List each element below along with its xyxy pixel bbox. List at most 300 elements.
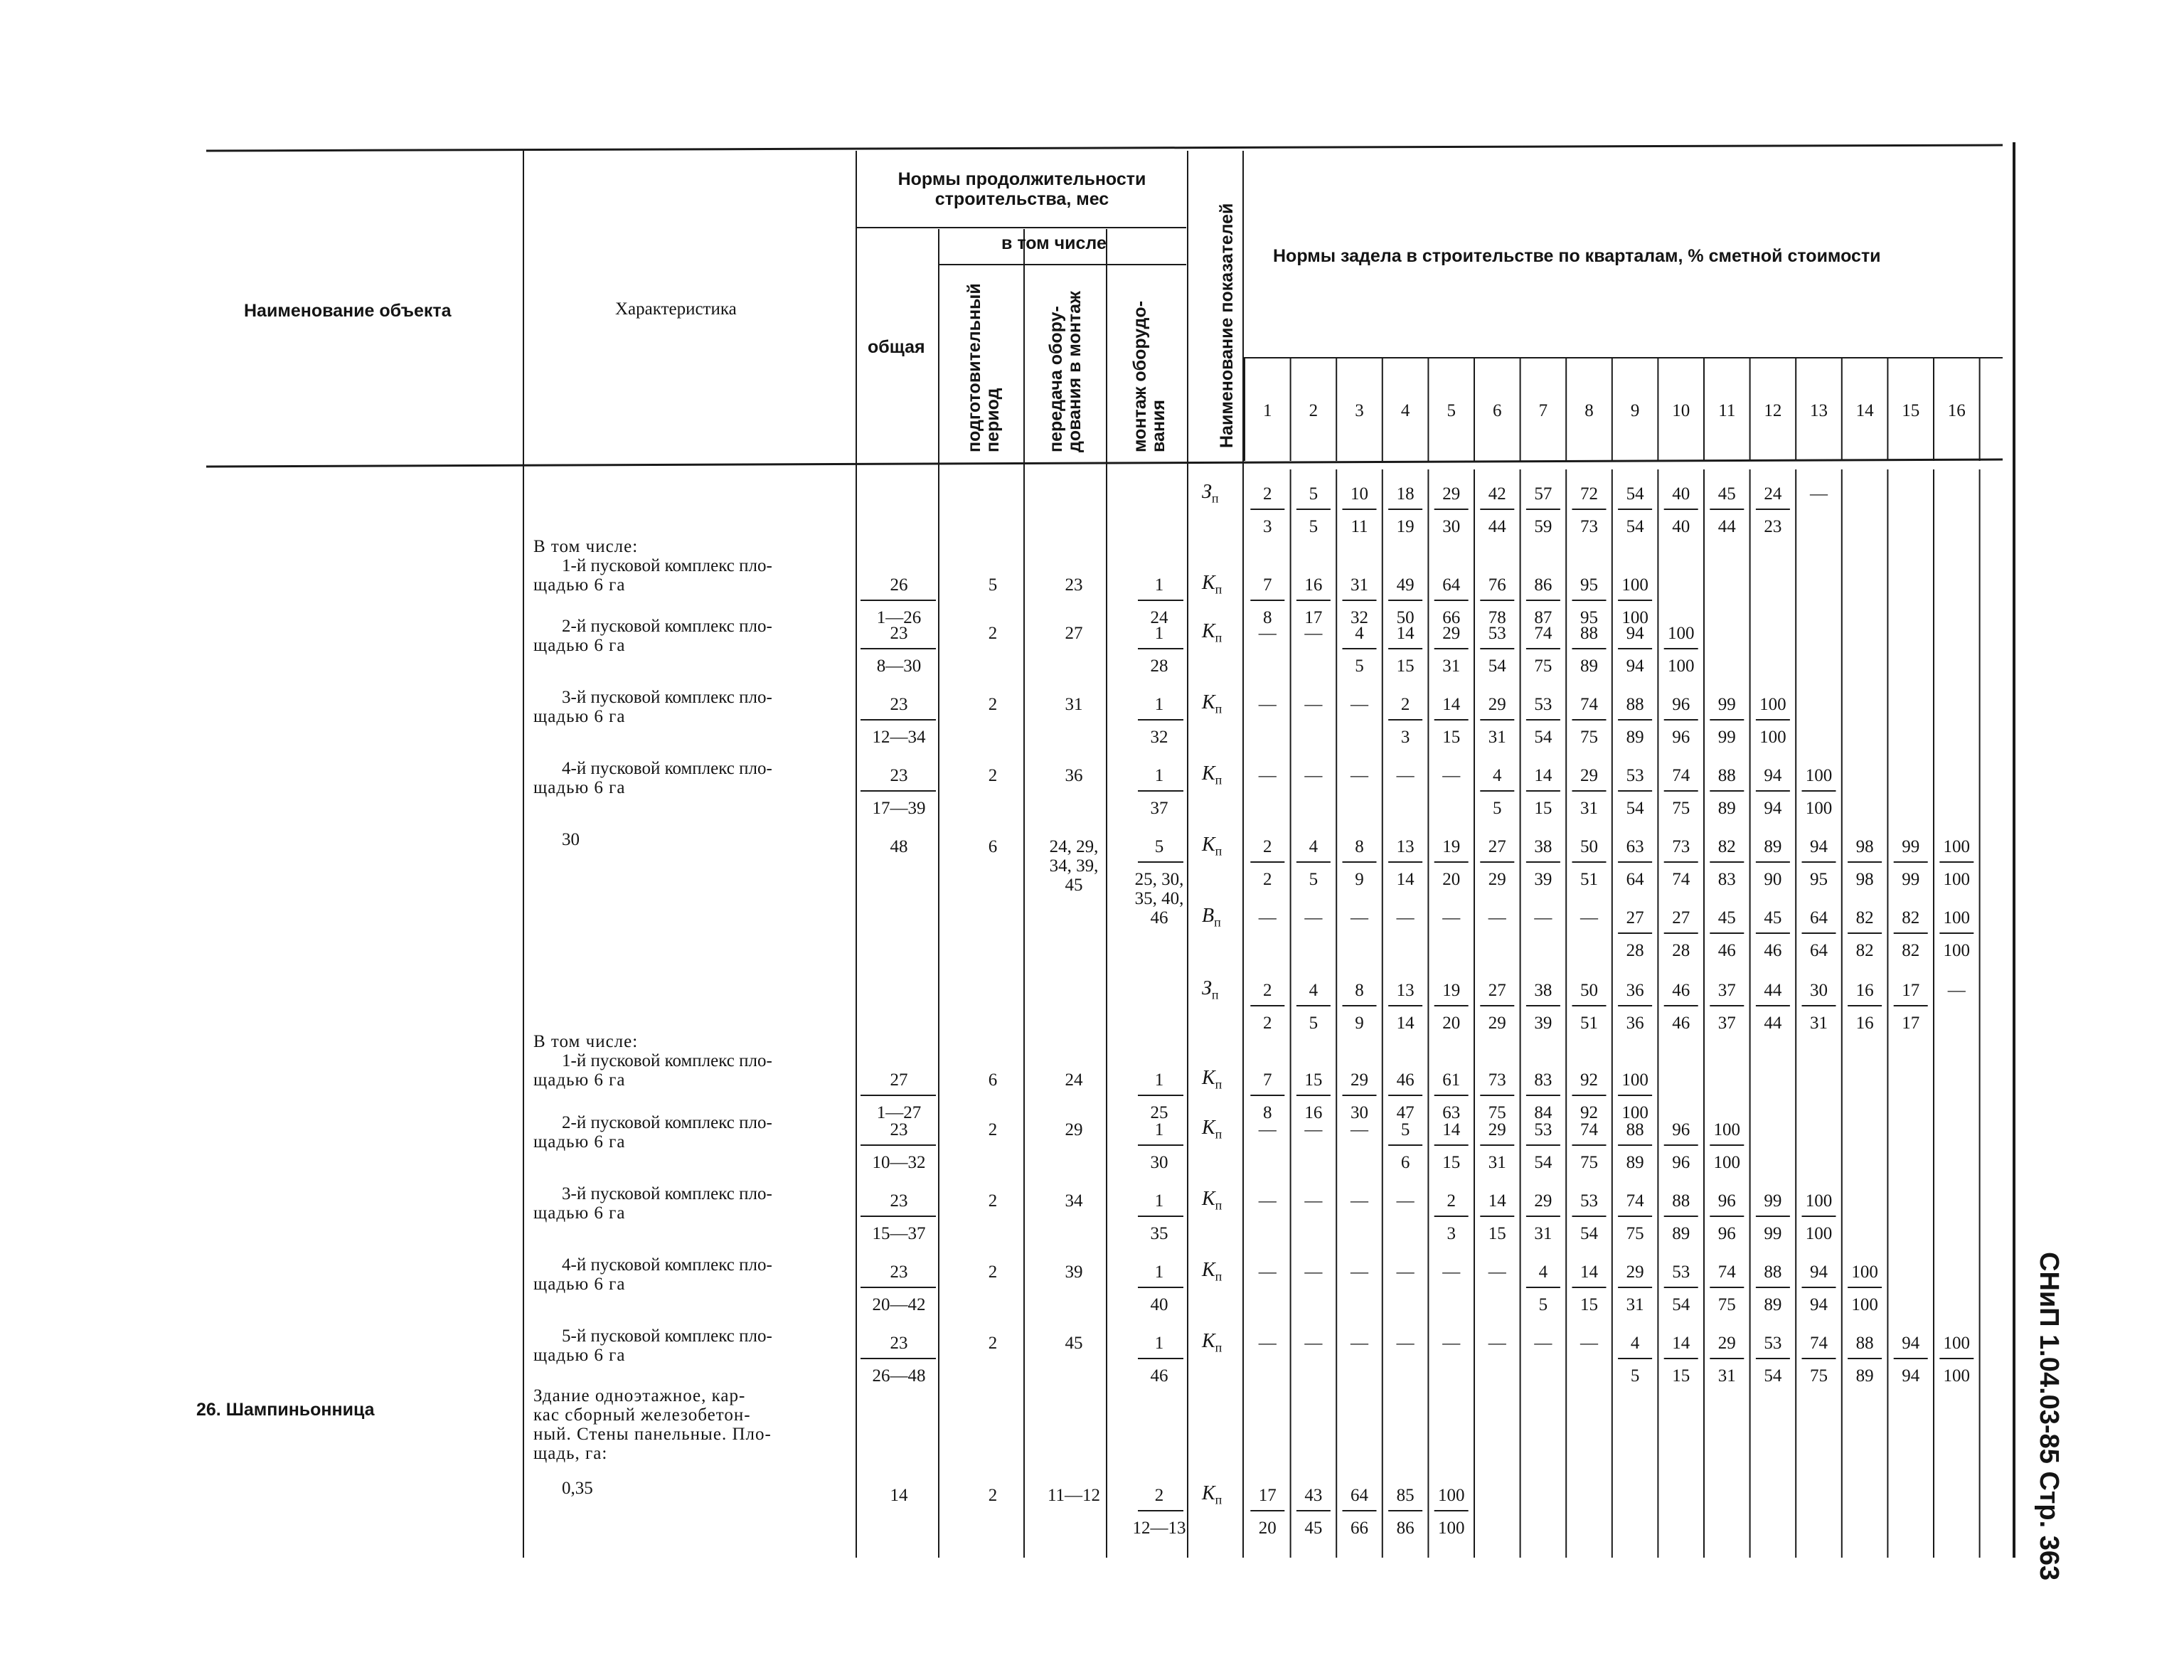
quarter-value-accumulated: 5: [1309, 870, 1319, 889]
total-range: 8—30: [876, 656, 922, 676]
quarter-value-accumulated: 20: [1442, 1014, 1461, 1033]
quarter-value: 14: [1442, 1120, 1461, 1139]
quarter-value-accumulated: 17: [1304, 608, 1323, 627]
quarter-value: 29: [1534, 1191, 1552, 1211]
quarter-value-accumulated: 39: [1534, 870, 1552, 889]
quarter-value: 31: [1351, 575, 1368, 595]
quarter-header-5: 5: [1447, 401, 1456, 420]
quarter-value-accumulated: 31: [1534, 1224, 1552, 1243]
quarter-value: —: [1304, 695, 1323, 714]
quarter-value: —: [1304, 1191, 1323, 1211]
mount-value: 1: [1154, 1191, 1164, 1211]
characteristic-line: 2-й пусковой комплекс пло-: [562, 617, 772, 636]
quarter-value: 29: [1626, 1262, 1644, 1282]
header-transfer-text: передача обору-дования в монтаж: [1046, 291, 1085, 452]
quarter-value-accumulated: 89: [1626, 728, 1644, 747]
indicator-label: $К_п$: [1202, 1067, 1222, 1092]
quarter-value-accumulated: 96: [1672, 728, 1690, 747]
quarter-value-accumulated: 40: [1672, 517, 1690, 536]
quarter-value: 10: [1351, 484, 1368, 504]
quarter-value: —: [1534, 908, 1552, 927]
quarter-value: —: [1304, 1120, 1323, 1139]
quarter-value: 99: [1902, 837, 1920, 856]
characteristic-line: 4-й пусковой комплекс пло-: [562, 759, 772, 778]
total-range: 26—48: [872, 1366, 926, 1386]
header-prep: [965, 267, 1003, 452]
quarter-value-accumulated: 19: [1396, 517, 1415, 536]
quarter-value-accumulated: 100: [1759, 728, 1786, 747]
quarter-value: 88: [1626, 695, 1644, 714]
quarter-value: —: [1304, 766, 1323, 785]
quarter-value-accumulated: 32: [1351, 608, 1368, 627]
quarter-value-accumulated: 3: [1447, 1224, 1456, 1243]
quarter-value-accumulated: 31: [1580, 799, 1598, 818]
quarter-value-accumulated: 75: [1626, 1224, 1644, 1243]
quarter-value: 27: [1626, 908, 1644, 927]
quarter-value: 27: [1672, 908, 1690, 927]
quarter-value: 100: [1437, 1486, 1465, 1505]
quarter-value: 50: [1580, 981, 1598, 1000]
quarter-value: 13: [1396, 981, 1415, 1000]
quarter-value: 61: [1442, 1070, 1461, 1090]
quarter-value-accumulated: 89: [1626, 1153, 1644, 1172]
characteristic-line: 2-й пусковой комплекс пло-: [562, 1113, 772, 1132]
quarter-value: 19: [1442, 837, 1461, 856]
quarter-value: 43: [1304, 1486, 1323, 1505]
quarter-value: 46: [1672, 981, 1690, 1000]
quarter-value: 53: [1672, 1262, 1690, 1282]
quarter-value: 45: [1717, 484, 1736, 504]
quarter-value: 46: [1396, 1070, 1415, 1090]
transfer-value: 27: [1065, 624, 1083, 643]
transfer-value: 45: [1065, 1334, 1083, 1353]
quarter-value: —: [1488, 1334, 1506, 1353]
quarter-value: 82: [1717, 837, 1736, 856]
header-prep-text: подготовительный период: [964, 283, 1003, 452]
quarter-value-accumulated: 8: [1263, 608, 1272, 627]
prep-period: 2: [988, 1334, 998, 1353]
quarter-value: —: [1258, 695, 1277, 714]
mount-range: 25: [1150, 1103, 1168, 1122]
indicator-label: $К_п$: [1202, 1188, 1222, 1213]
quarter-header-4: 4: [1400, 401, 1410, 420]
quarter-value-accumulated: 66: [1442, 608, 1461, 627]
total-range: 15—37: [872, 1224, 926, 1243]
mount-value: 2: [1154, 1486, 1164, 1505]
mount-range: 24: [1150, 608, 1168, 627]
quarter-value: —: [1304, 1334, 1323, 1353]
characteristic-line: щадью 6 га: [533, 1203, 626, 1223]
transfer-value: 24: [1065, 1070, 1083, 1090]
quarter-value: 29: [1488, 695, 1506, 714]
quarter-value-accumulated: 75: [1810, 1366, 1828, 1386]
quarter-value: 42: [1488, 484, 1506, 504]
quarter-value-accumulated: 54: [1488, 656, 1506, 676]
total-duration: 23: [890, 1120, 908, 1139]
indicator-label: $К_п$: [1202, 834, 1222, 858]
quarter-header-14: 14: [1855, 401, 1874, 420]
total-duration: 14: [890, 1486, 908, 1505]
quarter-value: 7: [1263, 1070, 1272, 1090]
quarter-value-accumulated: 5: [1355, 656, 1364, 676]
quarter-value-accumulated: 46: [1717, 941, 1736, 960]
total-duration: 23: [890, 624, 908, 643]
quarter-value: 73: [1672, 837, 1690, 856]
total-range: 12—34: [872, 728, 926, 747]
quarter-value-accumulated: 54: [1534, 1153, 1552, 1172]
quarter-value: 13: [1396, 837, 1415, 856]
quarter-value: 40: [1672, 484, 1690, 504]
characteristic-line: щадью 6 га: [533, 707, 626, 726]
prep-period: 2: [988, 766, 998, 785]
quarter-value-accumulated: 51: [1580, 1014, 1598, 1033]
quarter-value: —: [1258, 1262, 1277, 1282]
quarter-value: —: [1258, 1120, 1277, 1139]
prep-period: 2: [988, 1191, 998, 1211]
top-rule: [206, 145, 2003, 151]
characteristic-line: 4-й пусковой комплекс пло-: [562, 1255, 772, 1275]
total-range: 1—26: [876, 608, 922, 627]
quarter-value: —: [1396, 766, 1415, 785]
quarter-value: 74: [1534, 624, 1552, 643]
quarter-value-accumulated: 15: [1488, 1224, 1506, 1243]
quarter-value: 99: [1764, 1191, 1782, 1211]
quarter-value: 5: [1400, 1120, 1410, 1139]
quarter-value: 14: [1396, 624, 1415, 643]
mount-value: 1: [1154, 1070, 1164, 1090]
mount-value: 1: [1154, 695, 1164, 714]
quarter-value: 38: [1534, 837, 1552, 856]
quarter-value: 73: [1488, 1070, 1506, 1090]
quarter-value-accumulated: 31: [1488, 728, 1506, 747]
quarter-value-accumulated: 31: [1717, 1366, 1736, 1386]
quarter-value: 88: [1580, 624, 1598, 643]
quarter-value-accumulated: 82: [1855, 941, 1874, 960]
quarter-value-accumulated: 15: [1534, 799, 1552, 818]
total-duration: 26: [890, 575, 908, 595]
quarter-value-accumulated: 31: [1488, 1153, 1506, 1172]
quarter-value-accumulated: 89: [1580, 656, 1598, 676]
quarter-value: 53: [1764, 1334, 1782, 1353]
prep-period: 2: [988, 1262, 998, 1282]
quarter-value: 38: [1534, 981, 1552, 1000]
quarter-value: —: [1442, 1262, 1461, 1282]
quarter-value: 44: [1764, 981, 1782, 1000]
quarter-value: 74: [1672, 766, 1690, 785]
quarter-value: 15: [1304, 1070, 1323, 1090]
quarter-value-accumulated: 75: [1580, 1153, 1598, 1172]
characteristic-line: щадью 6 га: [533, 1132, 626, 1152]
quarter-value-accumulated: 15: [1396, 656, 1415, 676]
indicator-label: $К_п$: [1202, 1330, 1222, 1355]
quarter-value-accumulated: 100: [1805, 1224, 1833, 1243]
quarter-value: 74: [1626, 1191, 1644, 1211]
quarter-value-accumulated: 14: [1396, 1014, 1415, 1033]
object-name: 26. Шампиньонница: [196, 1400, 375, 1420]
quarter-value-accumulated: 94: [1764, 799, 1782, 818]
quarter-value: —: [1351, 695, 1368, 714]
transfer-value: 23: [1065, 575, 1083, 595]
quarter-value: 16: [1855, 981, 1874, 1000]
indicator-label: $К_п$: [1202, 572, 1222, 597]
quarter-value: 2: [1400, 695, 1410, 714]
characteristic-line: 1-й пусковой комплекс пло-: [562, 1051, 772, 1070]
quarter-value-accumulated: 66: [1351, 1519, 1368, 1538]
quarter-value: 74: [1580, 1120, 1598, 1139]
header-mount: [1131, 260, 1168, 452]
quarter-value: 2: [1263, 484, 1272, 504]
quarter-value-accumulated: 89: [1764, 1295, 1782, 1314]
quarter-value: —: [1304, 1262, 1323, 1282]
characteristic-line: щадью 6 га: [533, 636, 626, 655]
quarter-value: 4: [1493, 766, 1502, 785]
total-duration: 23: [890, 695, 908, 714]
quarter-value: 88: [1672, 1191, 1690, 1211]
quarter-value-accumulated: 98: [1855, 870, 1874, 889]
quarter-value-accumulated: 54: [1580, 1224, 1598, 1243]
quarter-value: 94: [1764, 766, 1782, 785]
quarter-value: —: [1810, 484, 1828, 504]
quarter-value-accumulated: 20: [1442, 870, 1461, 889]
quarter-value: 100: [1621, 575, 1648, 595]
quarter-value-accumulated: 75: [1534, 656, 1552, 676]
indicator-label: $К_п$: [1202, 1259, 1222, 1284]
quarter-value: 14: [1672, 1334, 1690, 1353]
indicator-label: $К_п$: [1202, 762, 1222, 787]
quarter-value: 94: [1626, 624, 1644, 643]
total-range: 20—42: [872, 1295, 926, 1314]
quarter-value: 96: [1717, 1191, 1736, 1211]
quarter-value-accumulated: 3: [1263, 517, 1272, 536]
quarter-value-accumulated: 96: [1672, 1153, 1690, 1172]
header-bottom-rule: [206, 459, 2003, 467]
quarter-value-accumulated: 50: [1396, 608, 1415, 627]
quarter-value-accumulated: 100: [1943, 941, 1971, 960]
quarter-value: —: [1442, 908, 1461, 927]
quarter-value: 4: [1538, 1262, 1548, 1282]
quarter-value-accumulated: 100: [1621, 1103, 1648, 1122]
quarter-value: 88: [1855, 1334, 1874, 1353]
quarter-value: 27: [1488, 981, 1506, 1000]
quarter-value-accumulated: 95: [1580, 608, 1598, 627]
quarter-value: 94: [1902, 1334, 1920, 1353]
quarter-value: —: [1304, 908, 1323, 927]
quarter-value-accumulated: 17: [1902, 1014, 1920, 1033]
total-range: 10—32: [872, 1153, 926, 1172]
indicator-label: $В_п$: [1202, 905, 1221, 930]
quarter-value-accumulated: 99: [1764, 1224, 1782, 1243]
characteristic-line: 5-й пусковой комплекс пло-: [562, 1327, 772, 1346]
quarter-value-accumulated: 36: [1626, 1014, 1644, 1033]
quarter-value-accumulated: 28: [1626, 941, 1644, 960]
quarter-value: 88: [1626, 1120, 1644, 1139]
mount-value: 5: [1154, 837, 1164, 856]
header-total: общая: [868, 337, 925, 357]
quarter-value: 8: [1355, 981, 1364, 1000]
prep-period: 6: [988, 1070, 998, 1090]
quarter-header-9: 9: [1630, 401, 1640, 420]
quarter-value: 36: [1626, 981, 1644, 1000]
quarter-value: —: [1580, 1334, 1598, 1353]
quarter-value-accumulated: 94: [1626, 656, 1644, 676]
quarter-value: 88: [1717, 766, 1736, 785]
quarter-header-12: 12: [1764, 401, 1782, 420]
page-side-label: СНиП 1.04.03-85 Стр. 363: [2034, 1252, 2064, 1581]
quarter-value: 100: [1851, 1262, 1878, 1282]
quarter-value: —: [1258, 1334, 1277, 1353]
quarter-value: 95: [1580, 575, 1598, 595]
quarter-value-accumulated: 44: [1717, 517, 1736, 536]
indicator-label: $К_п$: [1202, 1117, 1222, 1142]
quarter-value-accumulated: 87: [1534, 608, 1552, 627]
quarter-value-accumulated: 3: [1400, 728, 1410, 747]
quarter-value: 45: [1764, 908, 1782, 927]
quarter-value: 98: [1855, 837, 1874, 856]
quarter-value-accumulated: 20: [1258, 1519, 1277, 1538]
quarter-value-accumulated: 63: [1442, 1103, 1461, 1122]
quarter-value: 82: [1855, 908, 1874, 927]
quarter-value-accumulated: 44: [1764, 1014, 1782, 1033]
quarter-value: 85: [1396, 1486, 1415, 1505]
quarter-value: 63: [1626, 837, 1644, 856]
quarter-value-accumulated: 89: [1855, 1366, 1874, 1386]
quarter-value: —: [1396, 908, 1415, 927]
quarter-value-accumulated: 5: [1538, 1295, 1548, 1314]
quarter-value-accumulated: 75: [1672, 799, 1690, 818]
quarter-value-accumulated: 83: [1717, 870, 1736, 889]
characteristic-line: щадью 6 га: [533, 1070, 626, 1090]
header-duration-group-text: Нормы продолжительности строительства, мес: [897, 169, 1146, 209]
quarter-value-accumulated: 54: [1534, 728, 1552, 747]
quarter-value-accumulated: 51: [1580, 870, 1598, 889]
quarter-value-accumulated: 45: [1304, 1519, 1323, 1538]
quarter-value-accumulated: 6: [1400, 1153, 1410, 1172]
quarter-value: 53: [1534, 1120, 1552, 1139]
mount-value: 1: [1154, 624, 1164, 643]
quarter-value-accumulated: 100: [1621, 608, 1648, 627]
characteristic-line: щадью 6 га: [533, 778, 626, 797]
mount-range: 25, 30,: [1134, 870, 1184, 889]
quarter-value: —: [1947, 981, 1966, 1000]
quarter-value-accumulated: 15: [1580, 1295, 1598, 1314]
quarter-value-accumulated: 86: [1396, 1519, 1415, 1538]
quarter-value: 29: [1580, 766, 1598, 785]
characteristic-line: Здание одноэтажное, кар-: [533, 1386, 746, 1405]
quarter-value-accumulated: 5: [1309, 517, 1319, 536]
quarter-value-accumulated: 100: [1667, 656, 1695, 676]
total-range: 17—39: [872, 799, 926, 818]
characteristic-line: В том числе:: [533, 1032, 639, 1051]
quarter-value-accumulated: 31: [1810, 1014, 1828, 1033]
quarter-value-accumulated: 30: [1351, 1103, 1368, 1122]
quarter-value-accumulated: 54: [1672, 1295, 1690, 1314]
quarter-value: 14: [1442, 695, 1461, 714]
mount-range: 46: [1150, 908, 1168, 927]
quarter-value-accumulated: 9: [1355, 870, 1364, 889]
header-duration-group: [862, 169, 1182, 209]
prep-period: 2: [988, 695, 998, 714]
quarter-value: 14: [1488, 1191, 1506, 1211]
quarter-header-10: 10: [1672, 401, 1690, 420]
mount-value: 1: [1154, 575, 1164, 595]
mount-value: 1: [1154, 1120, 1164, 1139]
quarter-value: 83: [1534, 1070, 1552, 1090]
quarter-value-accumulated: 73: [1580, 517, 1598, 536]
quarter-value-accumulated: 29: [1488, 870, 1506, 889]
prep-period: 6: [988, 837, 998, 856]
quarter-value-accumulated: 100: [1851, 1295, 1878, 1314]
characteristic-line: кас сборный железобетон-: [533, 1405, 751, 1425]
quarter-value: 74: [1810, 1334, 1828, 1353]
characteristic-line: 0,35: [562, 1479, 593, 1498]
quarter-value-accumulated: 94: [1902, 1366, 1920, 1386]
characteristic-line: 1-й пусковой комплекс пло-: [562, 556, 772, 575]
quarter-value-accumulated: 5: [1309, 1014, 1319, 1033]
quarter-value-accumulated: 54: [1626, 517, 1644, 536]
total-duration: 27: [890, 1070, 908, 1090]
quarter-value-accumulated: 100: [1943, 1366, 1971, 1386]
mount-range: 40: [1150, 1295, 1168, 1314]
characteristic-line: щадью 6 га: [533, 1346, 626, 1365]
mount-range: 30: [1150, 1153, 1168, 1172]
quarter-value: 74: [1580, 695, 1598, 714]
quarter-value: 4: [1355, 624, 1364, 643]
quarter-value-accumulated: 14: [1396, 870, 1415, 889]
quarter-value-accumulated: 16: [1304, 1103, 1323, 1122]
quarter-value-accumulated: 74: [1672, 870, 1690, 889]
quarter-value-accumulated: 92: [1580, 1103, 1598, 1122]
quarter-value-accumulated: 100: [1943, 870, 1971, 889]
quarter-value: 2: [1447, 1191, 1456, 1211]
quarter-value: 2: [1263, 981, 1272, 1000]
characteristic-line: 3-й пусковой комплекс пло-: [562, 1184, 772, 1203]
quarter-value-accumulated: 29: [1488, 1014, 1506, 1033]
characteristic-line: ный. Стены панельные. Пло-: [533, 1425, 772, 1444]
quarter-value: —: [1258, 766, 1277, 785]
total-duration: 23: [890, 1334, 908, 1353]
quarter-value-accumulated: 28: [1672, 941, 1690, 960]
quarter-value: —: [1396, 1191, 1415, 1211]
quarter-header-8: 8: [1584, 401, 1594, 420]
mount-value: 1: [1154, 766, 1164, 785]
characteristic-line: щадь, га:: [533, 1444, 608, 1463]
characteristic-line: 3-й пусковой комплекс пло-: [562, 688, 772, 707]
quarter-value: 29: [1442, 624, 1461, 643]
quarter-value-accumulated: 54: [1764, 1366, 1782, 1386]
mount-range: 37: [1150, 799, 1168, 818]
quarter-value: 7: [1263, 575, 1272, 595]
quarter-value: 57: [1534, 484, 1552, 504]
header-mount-text: монтаж оборудо-вания: [1130, 300, 1169, 452]
quarter-value: 53: [1488, 624, 1506, 643]
quarter-value: 2: [1263, 837, 1272, 856]
quarter-value: 45: [1717, 908, 1736, 927]
prep-period: 2: [988, 1120, 998, 1139]
quarter-value-accumulated: 46: [1764, 941, 1782, 960]
quarter-value: 19: [1442, 981, 1461, 1000]
total-duration: 48: [890, 837, 908, 856]
quarter-value: 17: [1258, 1486, 1277, 1505]
mount-range: 28: [1150, 656, 1168, 676]
quarter-header-11: 11: [1718, 401, 1736, 420]
quarter-value-accumulated: 44: [1488, 517, 1506, 536]
prep-period: 2: [988, 624, 998, 643]
quarter-value-accumulated: 8: [1263, 1103, 1272, 1122]
header-characteristic: Характеристика: [615, 299, 737, 319]
transfer-value: 24, 29,: [1049, 837, 1099, 856]
mount-range: 12—13: [1132, 1519, 1186, 1538]
quarter-header-1: 1: [1263, 401, 1272, 420]
